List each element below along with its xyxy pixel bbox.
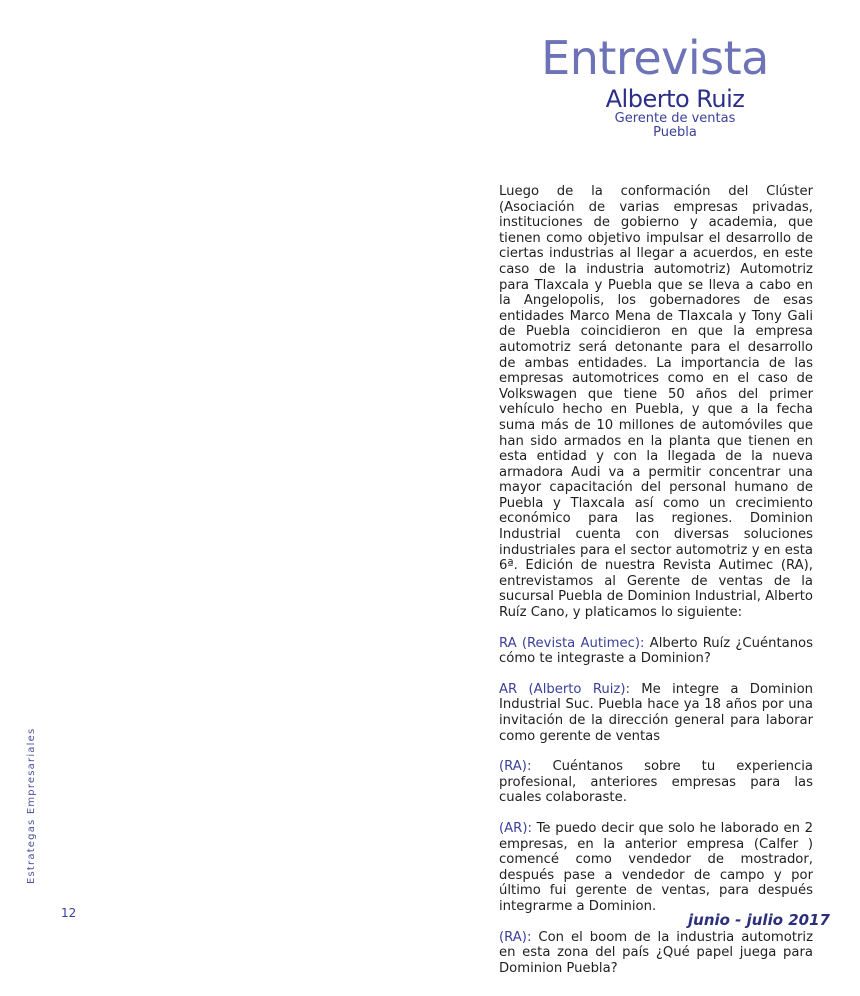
qa-text: Te puedo decir que solo he laborado en 2 empresas, en la anterior empresa (Calfer ) comencé como vendedor de mostrador, después pase a vendedor de campo y por último fui gerente de ventas, para después integrarme a Dominion.: [499, 820, 813, 914]
speaker-label: (RA):: [499, 759, 532, 775]
article-title: Entrevista: [541, 31, 769, 85]
qa-paragraph: [499, 821, 813, 915]
interviewee-role: Gerente de ventas: [614, 111, 736, 126]
qa-paragraph: [499, 682, 813, 744]
interviewee-name: Alberto Ruiz: [605, 85, 745, 113]
qa-paragraph: [499, 636, 813, 667]
qa-paragraph: [499, 930, 813, 977]
speaker-label: (AR):: [499, 820, 532, 836]
article-header: [520, 30, 790, 140]
interviewee-location: Puebla: [653, 125, 697, 140]
qa-text: Con el boom de la industria automotriz en esta zona del país ¿Qué papel juega para Dominion Puebla?: [499, 929, 813, 976]
speaker-label: AR (Alberto Ruiz):: [499, 681, 630, 697]
magazine-section-label: Estrategas Empresariales: [26, 727, 37, 884]
qa-text: Alberto Ruíz ¿Cuéntanos cómo te integraste a Dominion?: [499, 635, 814, 667]
intro-paragraph: Luego de la conformación del Clúster (Asociación de varias empresas privadas, instituciones de gobierno y academia, que tienen como objetivo impulsar el desarrollo de ciertas industrias al llegar a acuerdos, en este caso de la industria automotriz) Automotriz para Tlaxcala y Puebla que se lleva a cabo en la Angelopolis, los gobernadores de esas entidades Marco Mena de Tlaxcala y Tony Gali de Puebla coincidieron en que la empresa automotriz será detonante para el desarrollo de ambas entidades. La importancia de las empresas automotrices como en el caso de Volkswagen que tiene 50 años del primer vehículo hecho en Puebla, y que a la fecha suma más de 10 millones de automóviles que han sido armados en la planta que tienen en esta entidad y con la llegada de la nueva armadora Audi va a permitir concentrar una mayor capacitación del personal humano de Puebla y Tlaxcala así como un crecimiento económico para las regiones. Dominion Industrial cuenta con diversas soluciones industriales para el sector automotriz y en esta 6ª. Edición de nuestra Revista Autimec (RA), entrevistamos al Gerente de ventas de la sucursal Puebla de Dominion Industrial, Alberto Ruíz Cano, y platicamos lo siguiente:: [499, 184, 813, 621]
issue-date: junio - julio 2017: [688, 911, 830, 929]
speaker-label: (RA):: [499, 929, 532, 945]
qa-text: Cuéntanos sobre tu experiencia profesional, anteriores empresas para las cuales colaboraste.: [499, 759, 813, 806]
qa-paragraph: [499, 759, 813, 806]
qa-text: Me integre a Dominion Industrial Suc. Puebla hace ya 18 años por una invitación de la dirección general para laborar como gerente de ventas: [499, 681, 813, 744]
speaker-label: RA (Revista Autimec):: [499, 635, 645, 651]
page-number: 12: [61, 906, 77, 920]
article-body: [499, 184, 813, 991]
